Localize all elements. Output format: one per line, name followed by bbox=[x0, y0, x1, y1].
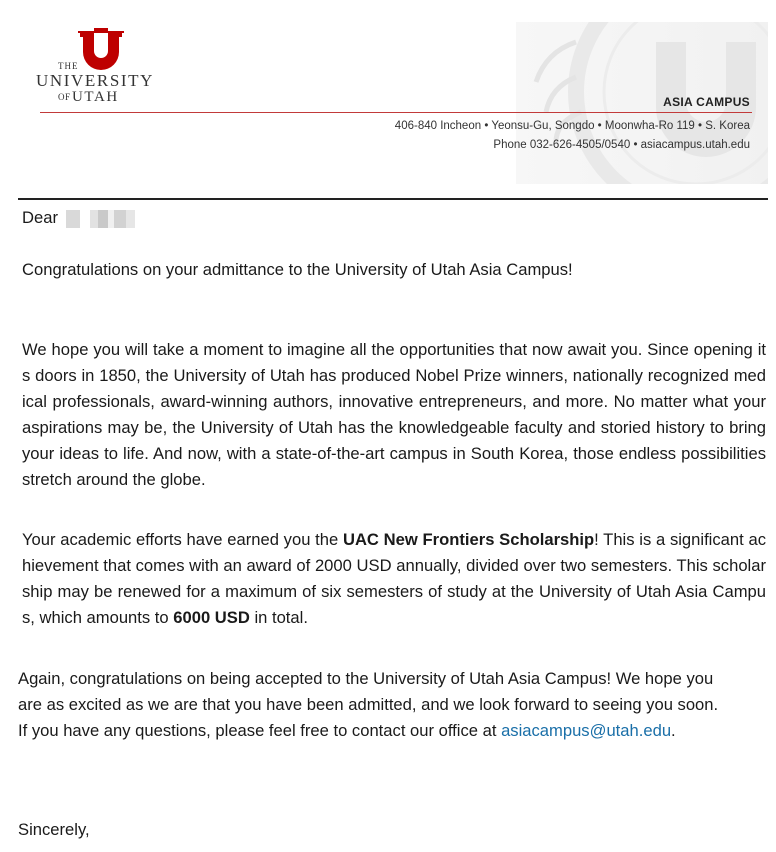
salutation bbox=[22, 205, 135, 231]
block-u-icon bbox=[78, 28, 124, 70]
university-logo bbox=[36, 28, 154, 110]
scholarship-text-1: Your academic efforts have earned you the bbox=[22, 530, 343, 549]
logo-utah-text: UTAH bbox=[72, 89, 119, 105]
scholarship-text-2: ! This is a significant achievement that comes with an award of 2000 USD annually, divided over two semesters. This scholarship may be renewed for a maximum of six semesters of study at the University of Utah Asia Campus, which amounts to bbox=[22, 530, 766, 627]
logo-the-text: THE bbox=[58, 61, 79, 71]
closing: Sincerely, bbox=[18, 820, 90, 839]
salutation-text: Dear bbox=[22, 208, 58, 227]
contact-paragraph bbox=[18, 666, 722, 744]
phone-web-line: Phone 032-626-4505/0540 • asiacampus.utah.edu bbox=[493, 139, 750, 151]
letterhead bbox=[0, 0, 776, 200]
congratulations-line: Congratulations on your admittance to the University of Utah Asia Campus! bbox=[22, 260, 573, 279]
contact-text: Again, congratulations on being accepted to the University of Utah Asia Campus! We hope you are as excited as we are that you have been admitted, and we look forward to seeing you soon. If you have any questions, please feel free to contact our office at bbox=[18, 669, 719, 740]
redacted-recipient-name bbox=[66, 210, 135, 228]
scholarship-name: UAC New Frontiers Scholarship bbox=[342, 530, 595, 549]
opportunities-paragraph: We hope you will take a moment to imagine all the opportunities that now await you. Since opening its doors in 1850, the University of Utah has produced Nobel Prize winners, nationally recognized medical professionals, award-winning authors, innovative entrepreneurs, and more. No matter what your aspirations may be, the University of Utah has the knowledgeable faculty and storied history to bring your ideas to life. And now, with a state-of-the-art campus in South Korea, those endless possibilities stretch around the globe. bbox=[22, 340, 766, 489]
scholarship-total: 6000 USD bbox=[173, 608, 250, 627]
letterhead-divider bbox=[40, 112, 752, 113]
campus-name: ASIA CAMPUS bbox=[663, 95, 750, 109]
scholarship-text-3: in total. bbox=[249, 608, 308, 627]
logo-of-text: OF bbox=[58, 92, 71, 102]
header-divider bbox=[18, 198, 768, 200]
contact-email-link[interactable]: asiacampus@utah.edu bbox=[501, 721, 672, 740]
scholarship-paragraph bbox=[22, 527, 766, 631]
contact-text-end: . bbox=[671, 721, 676, 740]
address-line: 406-840 Incheon • Yeonsu-Gu, Songdo • Moonwha-Ro 119 • S. Korea bbox=[394, 120, 750, 132]
logo-university-text: UNIVERSITY bbox=[36, 71, 154, 90]
